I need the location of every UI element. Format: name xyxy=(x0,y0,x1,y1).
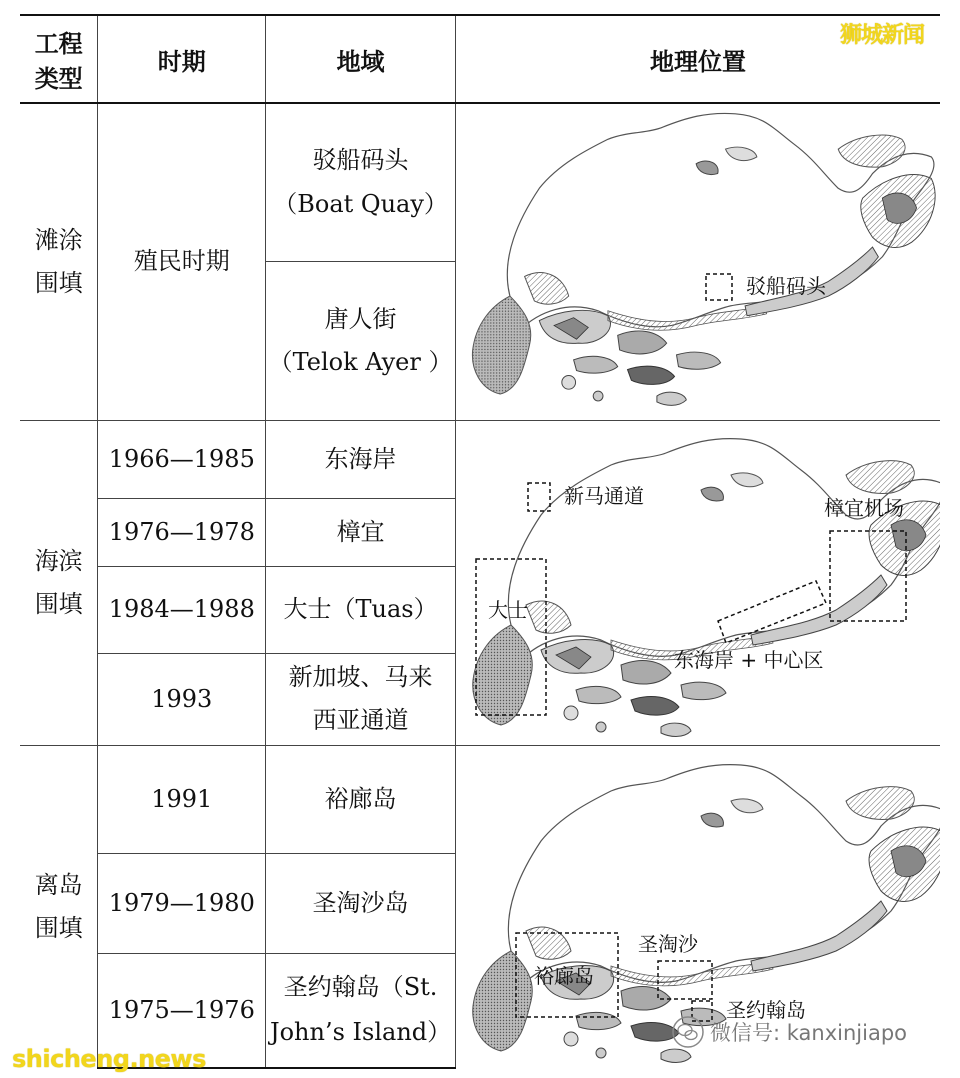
group-tidal xyxy=(20,103,940,421)
map-label: 东海岸 + 中心区 xyxy=(673,648,824,672)
header-type xyxy=(20,15,98,103)
region-line2: （Telok Ayer ） xyxy=(268,348,453,377)
map-label: 裕廊岛 xyxy=(533,963,594,988)
region-line1: 新加坡、马来 xyxy=(288,663,433,692)
region-cell: 大士（Tuas） xyxy=(266,567,456,653)
causeway-box xyxy=(528,483,550,511)
region-cell: 裕廊岛 xyxy=(266,746,456,854)
singapore-map xyxy=(456,104,940,420)
wechat-icon xyxy=(672,1016,704,1048)
type-line1: 滩涂 xyxy=(34,225,83,254)
region-line2: 西亚通道 xyxy=(312,706,409,735)
region-line1: 唐人街 xyxy=(324,304,397,333)
header-period: 时期 xyxy=(98,15,266,103)
type-cell xyxy=(20,103,98,421)
region-line2: （Boat Quay） xyxy=(273,189,448,218)
region-cell: 东海岸 xyxy=(266,421,456,499)
type-line2: 围填 xyxy=(34,913,83,942)
period-cell: 殖民时期 xyxy=(98,103,266,421)
period-cell: 1984—1988 xyxy=(98,567,266,653)
period-cell: 1991 xyxy=(98,746,266,854)
region-line1: 驳船码头 xyxy=(312,146,409,175)
region-cell xyxy=(266,954,456,1068)
region-cell: 圣淘沙岛 xyxy=(266,854,456,954)
header-type-line2: 类型 xyxy=(34,64,83,93)
wechat-watermark xyxy=(672,1016,907,1048)
region-cell: 樟宜 xyxy=(266,499,456,567)
period-cell: 1993 xyxy=(98,653,266,745)
region-cell xyxy=(266,262,456,421)
period-cell: 1976—1978 xyxy=(98,499,266,567)
reclamation-table xyxy=(20,14,940,1069)
type-cell xyxy=(20,421,98,746)
map-label: 樟宜机场 xyxy=(823,496,904,520)
group-coastal xyxy=(20,421,940,746)
map-label: 新马通道 xyxy=(563,484,644,508)
wechat-label: 微信号: kanxinjiapo xyxy=(710,1021,908,1045)
type-line1: 海滨 xyxy=(34,546,83,575)
type-cell xyxy=(20,746,98,1068)
map-cell xyxy=(455,103,940,421)
watermark-top: 狮城新闻 xyxy=(840,23,925,48)
map-label: 驳船码头 xyxy=(745,274,826,298)
period-cell: 1966—1985 xyxy=(98,421,266,499)
region-line1: 圣约翰岛（St. xyxy=(283,972,438,1001)
region-cell xyxy=(266,103,456,262)
map-label: 大士 xyxy=(487,598,528,622)
type-line2: 围填 xyxy=(34,269,83,297)
type-line1: 离岛 xyxy=(34,870,83,899)
period-cell: 1979—1980 xyxy=(98,854,266,954)
header-type-line1: 工程 xyxy=(34,29,83,58)
singapore-map xyxy=(456,421,940,745)
period-cell: 1975—1976 xyxy=(98,954,266,1068)
region-line2: John’s Island） xyxy=(269,1018,452,1047)
map-cell xyxy=(455,421,940,746)
header-location: 地理位置 xyxy=(455,15,940,103)
region-cell xyxy=(266,653,456,745)
type-line2: 围填 xyxy=(34,590,83,618)
map-label: 圣淘沙 xyxy=(637,931,698,956)
watermark-bottom: shicheng.news xyxy=(12,1045,206,1073)
header-region: 地域 xyxy=(266,15,456,103)
map-label: 圣约翰岛 xyxy=(725,997,806,1022)
